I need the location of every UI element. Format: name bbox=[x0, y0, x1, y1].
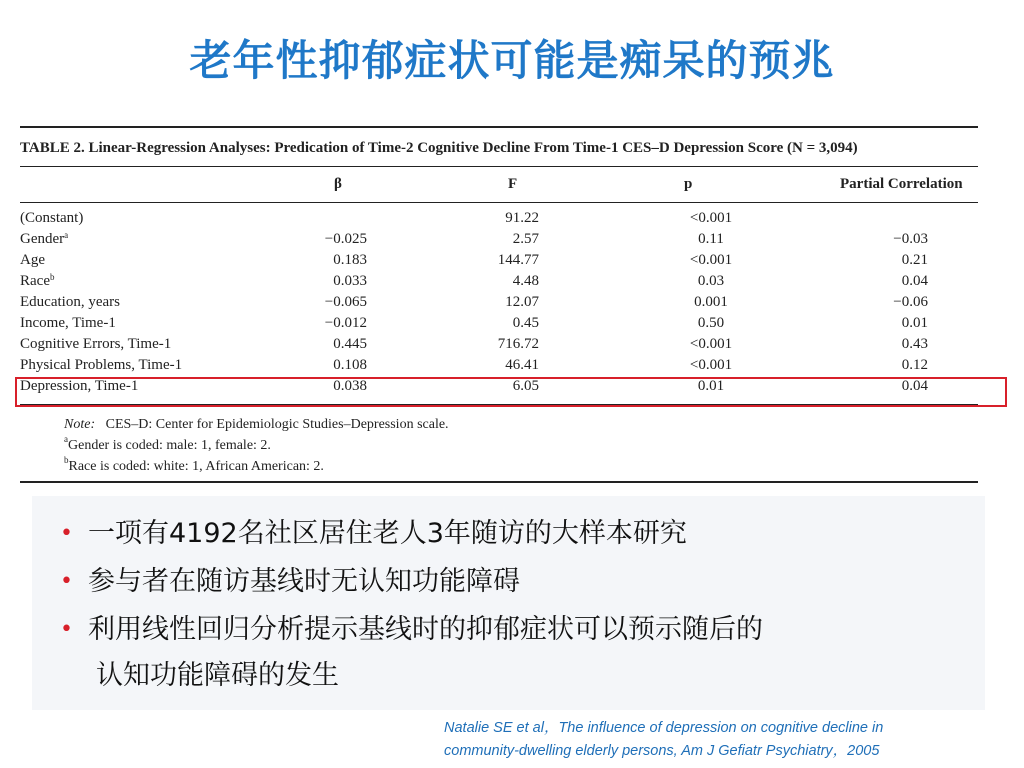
row-p: 0.001 bbox=[694, 294, 728, 310]
table-row bbox=[18, 294, 980, 315]
note-text: CES–D: Center for Epidemiologic Studies–Depression scale. bbox=[105, 417, 449, 432]
row-p: 0.11 bbox=[698, 231, 724, 247]
column-header-partial-correlation: Partial Correlation bbox=[840, 176, 963, 192]
list-item bbox=[60, 510, 763, 558]
row-beta: 0.108 bbox=[333, 357, 367, 373]
row-beta: 0.445 bbox=[333, 336, 367, 352]
row-beta: −0.065 bbox=[324, 294, 367, 310]
bullet-text: 参与者在随访基线时无认知功能障碍 bbox=[88, 566, 520, 597]
row-p: 0.03 bbox=[697, 273, 725, 289]
footnote-a-text: Gender is coded: male: 1, female: 2. bbox=[68, 438, 271, 453]
row-partial-correlation: −0.03 bbox=[893, 231, 928, 247]
row-beta: 0.038 bbox=[333, 378, 367, 394]
row-label: Cognitive Errors, Time-1 bbox=[20, 336, 172, 352]
regression-table bbox=[18, 126, 980, 484]
row-f: 4.48 bbox=[512, 273, 539, 289]
row-p: <0.001 bbox=[689, 357, 733, 373]
footnote-marker-b: b bbox=[64, 455, 69, 465]
row-p: <0.001 bbox=[689, 210, 733, 226]
depression-row-highlight bbox=[15, 377, 1007, 407]
list-item-continuation: 认知功能障碍的发生 bbox=[96, 660, 339, 691]
footnote-marker-a: a bbox=[64, 434, 68, 444]
row-f: 46.41 bbox=[505, 357, 539, 373]
footnote-marker: b bbox=[49, 272, 55, 282]
table-end-rule bbox=[20, 481, 978, 483]
table-top-rule bbox=[20, 126, 978, 128]
bullet-dot-icon: • bbox=[60, 521, 73, 546]
table-notes bbox=[64, 414, 449, 477]
row-beta: −0.012 bbox=[324, 315, 367, 331]
row-partial-correlation: 0.04 bbox=[901, 378, 928, 394]
footnote-b-text: Race is coded: white: 1, African American: 2. bbox=[68, 459, 324, 474]
row-f: 144.77 bbox=[497, 252, 539, 268]
table-header-rule bbox=[20, 202, 978, 203]
list-item bbox=[60, 606, 763, 654]
row-f: 716.72 bbox=[497, 336, 539, 352]
row-f: 2.57 bbox=[512, 231, 539, 247]
row-partial-correlation: −0.06 bbox=[893, 294, 928, 310]
row-label: Age bbox=[20, 252, 45, 268]
table-row bbox=[18, 336, 980, 357]
note-label: Note: bbox=[64, 417, 96, 432]
row-beta: 0.033 bbox=[333, 273, 367, 289]
row-partial-correlation: 0.01 bbox=[901, 315, 928, 331]
row-beta: 0.183 bbox=[333, 252, 367, 268]
column-header-beta: β bbox=[334, 176, 342, 192]
row-label: Income, Time-1 bbox=[20, 315, 116, 331]
column-header-f: F bbox=[508, 176, 518, 192]
row-partial-correlation: 0.43 bbox=[901, 336, 928, 352]
row-p: <0.001 bbox=[689, 336, 733, 352]
table-row bbox=[18, 210, 980, 231]
row-beta: −0.025 bbox=[324, 231, 367, 247]
citation-line-1: Natalie SE et al，The influence of depression on cognitive decline in bbox=[444, 720, 884, 736]
table-row bbox=[18, 273, 980, 294]
row-label: Depression, Time-1 bbox=[20, 378, 139, 394]
row-f: 91.22 bbox=[505, 210, 539, 226]
bullet-dot-icon: • bbox=[60, 617, 73, 642]
row-f: 0.45 bbox=[512, 315, 539, 331]
column-header-p: p bbox=[684, 176, 693, 192]
row-f: 6.05 bbox=[512, 378, 539, 394]
table-row bbox=[18, 231, 980, 252]
table-row bbox=[18, 357, 980, 378]
row-label: Physical Problems, Time-1 bbox=[20, 357, 183, 373]
row-label: Gender$^a$ bbox=[20, 230, 69, 247]
table-caption-rule bbox=[20, 166, 978, 167]
list-item bbox=[60, 558, 763, 606]
row-partial-correlation: 0.12 bbox=[901, 357, 928, 373]
table-row bbox=[18, 315, 980, 336]
row-f: 12.07 bbox=[505, 294, 539, 310]
table-caption: TABLE 2. Linear-Regression Analyses: Predication of Time-2 Cognitive Decline From Time-1 CES–D Depression Score (N = 3,094) bbox=[20, 140, 858, 156]
bullet-text: 利用线性回归分析提示基线时的抑郁症状可以预示随后的 bbox=[88, 614, 763, 645]
slide-title: 老年性抑郁症状可能是痴呆的预兆 bbox=[189, 36, 835, 85]
footnote-marker: a bbox=[64, 230, 69, 240]
row-partial-correlation: 0.04 bbox=[901, 273, 928, 289]
bullet-text: 一项有4192名社区居住老人3年随访的大样本研究 bbox=[88, 518, 687, 549]
row-partial-correlation: 0.21 bbox=[901, 252, 928, 268]
table-row bbox=[18, 252, 980, 273]
citation bbox=[444, 717, 1004, 763]
row-p: <0.001 bbox=[689, 252, 733, 268]
row-p: 0.50 bbox=[697, 315, 725, 331]
summary-bullet-list bbox=[60, 510, 763, 698]
summary-panel bbox=[32, 496, 985, 710]
row-label: Race$^b$ bbox=[20, 272, 55, 289]
row-label: (Constant) bbox=[20, 210, 84, 226]
citation-line-2: community-dwelling elderly persons, Am J Gefiatr Psychiatry，2005 bbox=[444, 743, 880, 759]
bullet-dot-icon: • bbox=[60, 569, 73, 594]
row-p: 0.01 bbox=[697, 378, 725, 394]
row-label: Education, years bbox=[20, 294, 120, 310]
